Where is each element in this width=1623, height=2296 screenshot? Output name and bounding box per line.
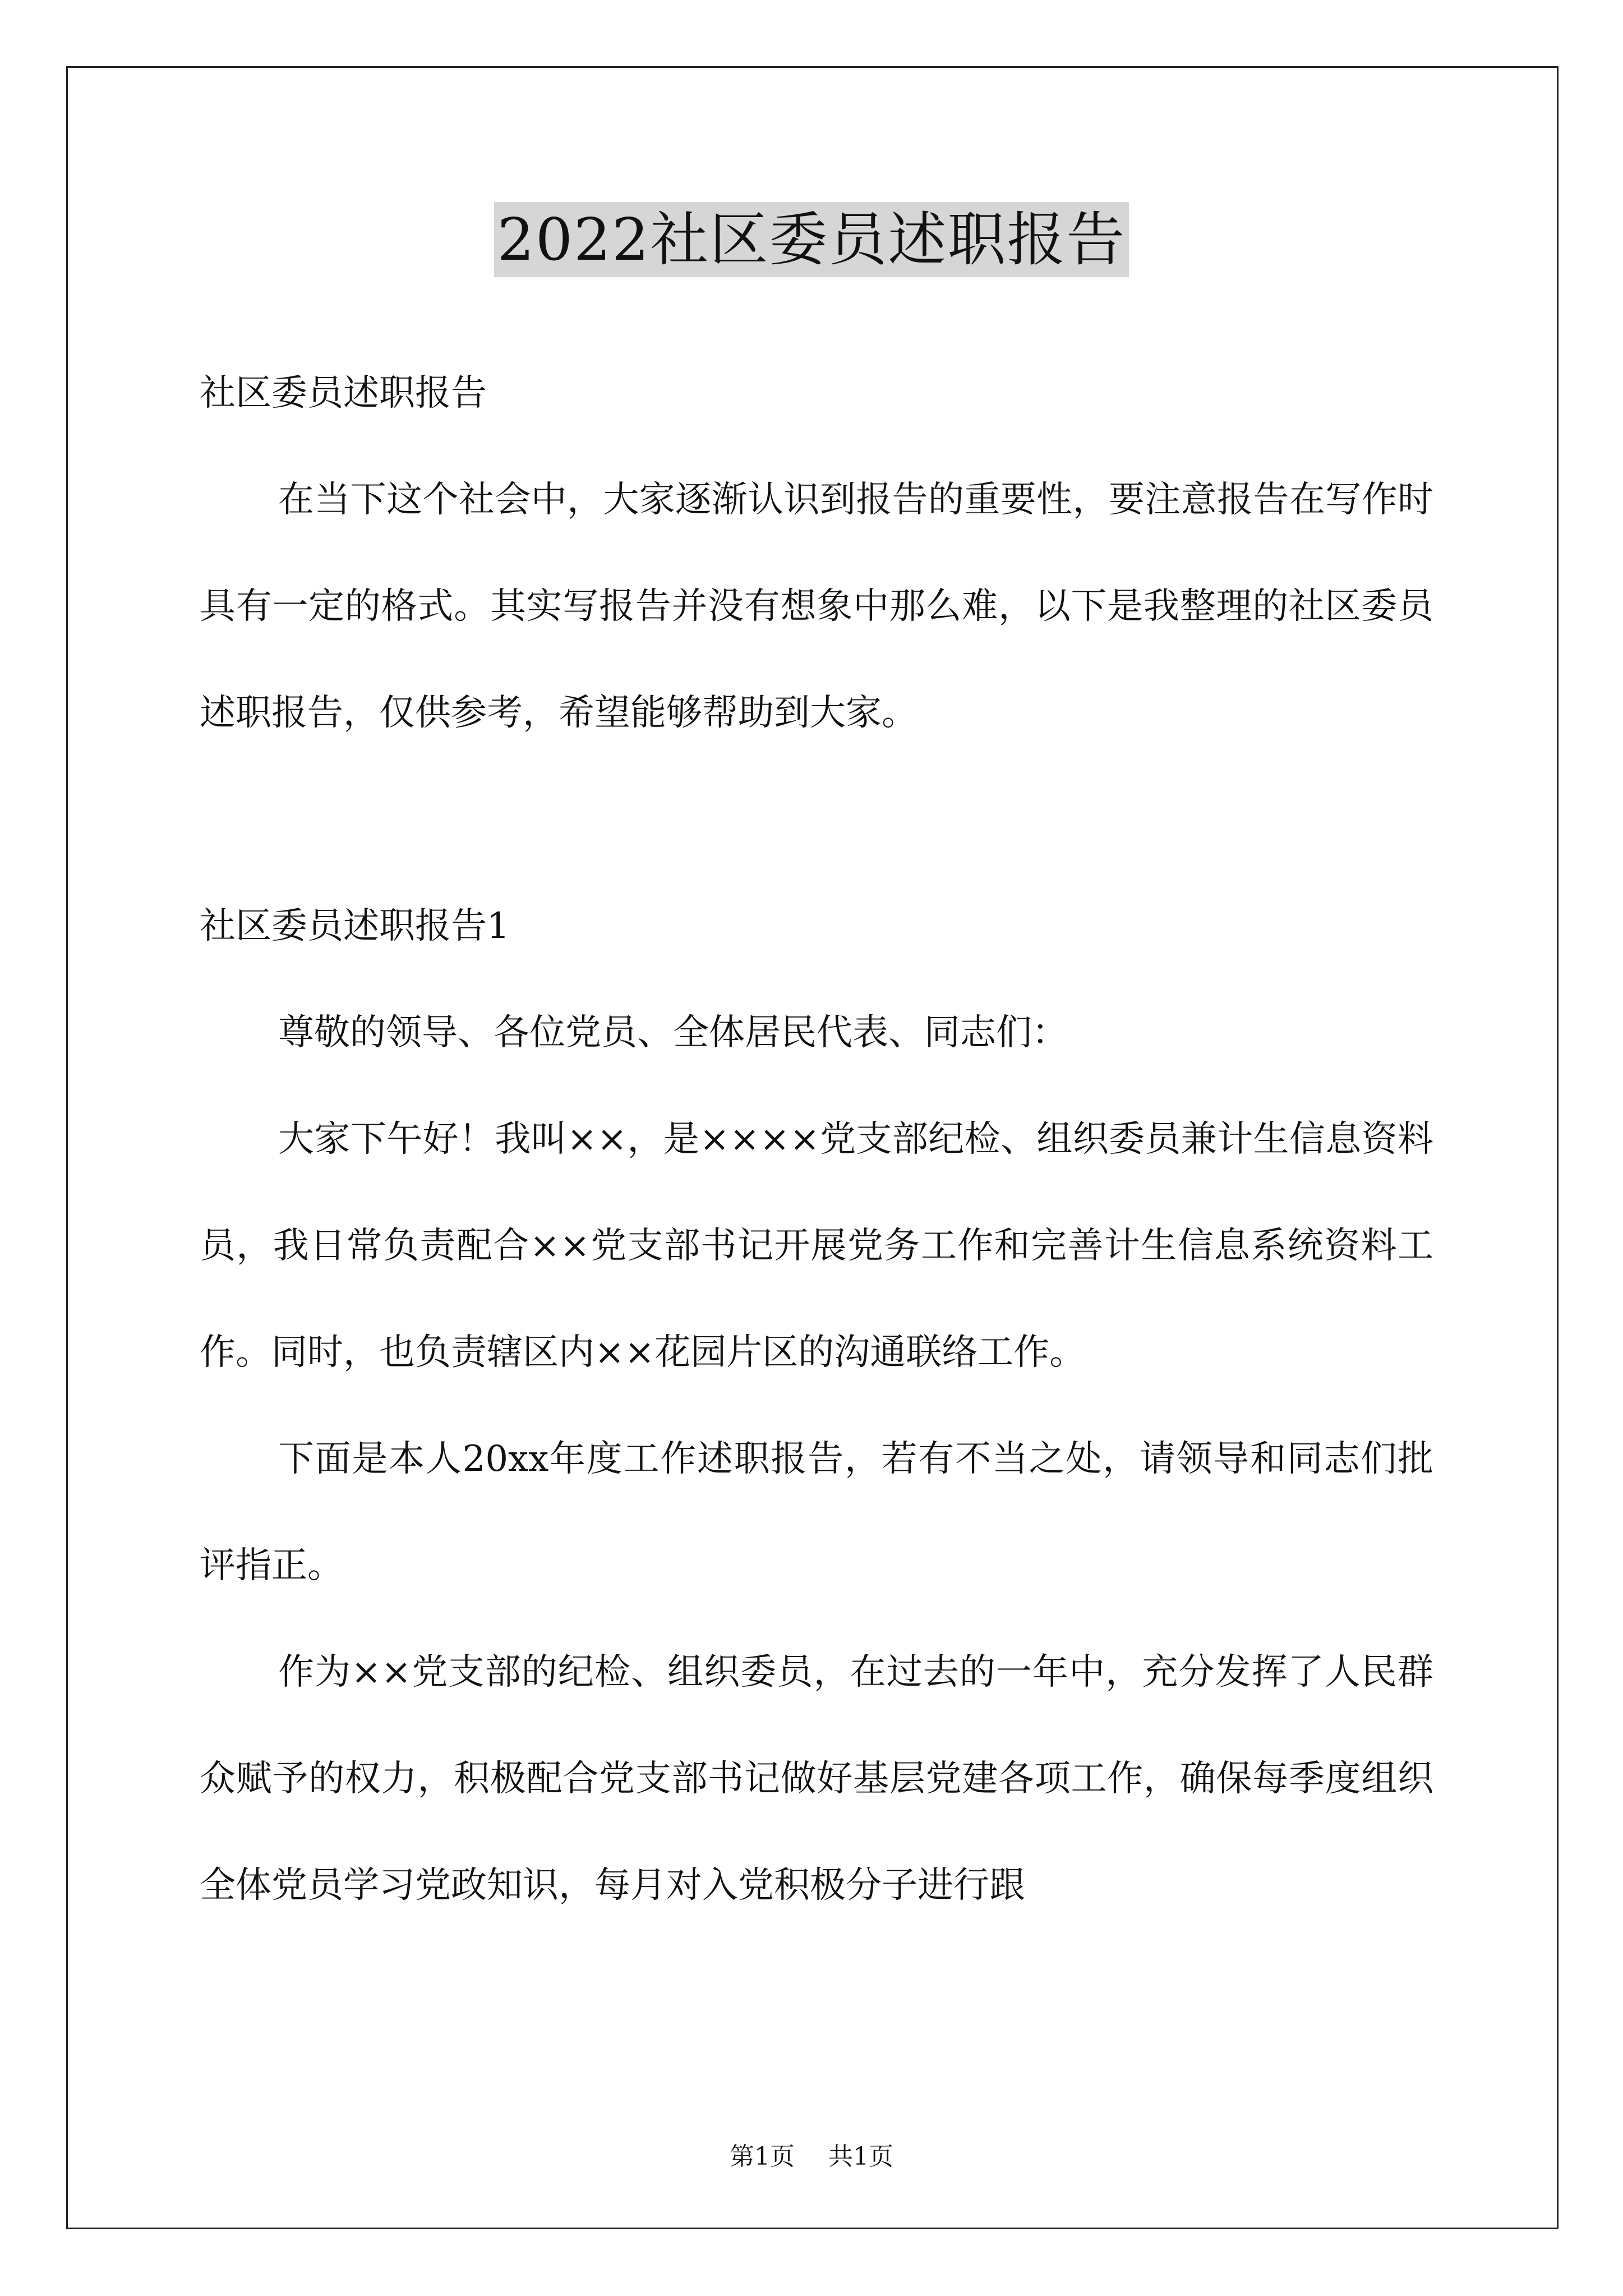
intro-paragraph: 在当下这个社会中，大家逐渐认识到报告的重要性，要注意报告在写作时具有一定的格式。其实写报告并没有想象中那么难，以下是我整理的社区委员述职报告，仅供参考，希望能够帮助到大家。 [200,479,1433,734]
document-subtitle: 社区委员述职报告 [200,372,487,414]
greeting-paragraph: 尊敬的领导、各位党员、全体居民代表、同志们： [278,1012,1068,1053]
body-paragraph: 作为××党支部的纪检、组织委员，在过去的一年中，充分发挥了人民群众赋予的权力，积极配合党支部书记做好基层党建各项工作，确保每季度组织全体党员学习党政知识，每月对入党积极分子进行跟 [200,1651,1433,1906]
page-footer [0,2140,1623,2174]
body-paragraph: 下面是本人20xx年度工作述职报告，若有不当之处，请领导和同志们批评指正。 [200,1438,1433,1586]
page-total: 共1页 [828,2142,893,2171]
body-paragraph: 大家下午好！我叫××，是××××党支部纪检、组织委员兼计生信息资料员，我日常负责配合××党支部书记开展党务工作和完善计生信息系统资料工作。同时，也负责辖区内××花园片区的沟通联络工作。 [200,1119,1433,1373]
section-heading: 社区委员述职报告1 [200,905,510,947]
document-body [200,340,1433,1939]
document-title: 2022社区委员述职报告 [494,202,1129,277]
paragraph-gap [200,766,1433,873]
title-container [0,202,1623,277]
page-number: 第1页 [730,2142,795,2171]
